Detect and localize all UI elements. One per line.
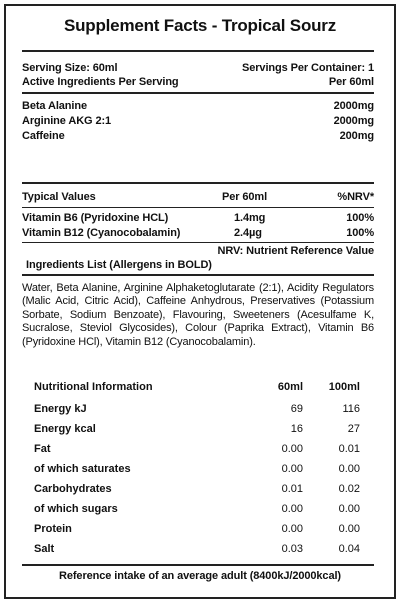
active-name: Beta Alanine [22,100,88,112]
active-ingredients-label: Active Ingredients Per Serving [22,76,179,88]
typical-per-heading: Per 60ml [222,191,268,203]
nutrient-name: Fat [34,443,51,455]
serving-size: Serving Size: 60ml [22,62,118,74]
nutrient-60ml: 16 [290,423,303,435]
divider [22,182,374,184]
nutrition-row [34,403,362,415]
servings-per-container: Servings Per Container: 1 [242,62,374,74]
nutrient-name: Energy kcal [34,423,96,435]
divider [22,50,374,52]
active-amount: 200mg [339,130,374,142]
divider [22,242,374,243]
nutrient-100ml: 27 [347,423,360,435]
nutrient-name: Energy kJ [34,403,87,415]
nutrient-100ml: 0.00 [338,503,360,515]
vitamin-nrv: 100% [346,212,374,224]
nutrition-row [34,483,362,495]
active-name: Arginine AKG 2:1 [22,115,112,127]
nutrient-100ml: 116 [342,403,360,415]
divider [22,92,374,94]
nrv-note: NRV: Nutrient Reference Value [217,245,374,257]
active-amount: 2000mg [333,100,374,112]
nutrient-60ml: 0.00 [281,443,303,455]
per-serving-label: Per 60ml [328,76,374,88]
nutrient-name: Salt [34,543,55,555]
vitamin-amount: 2.4µg [234,227,262,239]
active-ingredients-header [22,76,374,88]
nutrient-100ml: 0.04 [338,543,360,555]
vitamin-name: Vitamin B6 (Pyridoxine HCL) [22,212,169,224]
divider [22,274,374,276]
serving-row [22,62,374,74]
nutrition-row [34,463,362,475]
nutrient-name: Protein [34,523,72,535]
active-amount: 2000mg [333,115,374,127]
nutrient-name: of which sugars [34,503,118,515]
nutrient-100ml: 0.00 [338,463,360,475]
nutrition-heading: Nutritional Information [34,381,153,393]
ingredients-text: Water, Beta Alanine, Arginine Alphaketoglutarate (2:1), Acidity Regulators (Malic Acid, Citric Acid), Caffeine Anhydrous, Preservatives (Potassium Sorbate, Sodium Benzoate), Flavouring, Sweeteners (Acesulfame K, Sucralose, Steviol Glycosides), Colour (Paprika Extract), Vitamin B6 (Pyridoxine HCl), Vitamin B12 (Cyanocobalamin). [22,282,374,348]
nutrient-60ml: 0.00 [281,523,303,535]
nutrient-100ml: 0.00 [338,523,360,535]
vitamin-nrv: 100% [346,227,374,239]
nutrient-100ml: 0.01 [338,443,360,455]
nutrient-name: Carbohydrates [34,483,112,495]
nutrient-name: of which saturates [34,463,131,475]
nutrition-row [34,543,362,555]
nutrition-row [34,443,362,455]
typical-nrv-heading: %NRV* [337,191,374,203]
nutrient-60ml: 0.01 [281,483,303,495]
nutrition-header [34,381,362,393]
ingredients-heading: Ingredients List (Allergens in BOLD) [26,259,212,271]
nutrient-100ml: 0.02 [338,483,360,495]
nutrient-60ml: 0.00 [281,463,303,475]
nutrition-row [34,423,362,435]
nutrition-col-100ml: 100ml [328,381,360,393]
nutrition-col-60ml: 60ml [277,381,303,393]
divider [22,564,374,566]
vitamin-name: Vitamin B12 (Cyanocobalamin) [22,227,181,239]
divider [22,207,374,208]
active-name: Caffeine [22,130,65,142]
typical-values-heading: Typical Values [22,191,96,203]
label-title: Supplement Facts - Tropical Sourz [63,16,337,35]
nutrient-60ml: 0.00 [281,503,303,515]
reference-intake-note: Reference intake of an average adult (8400kJ/2000kcal) [59,570,341,582]
vitamin-amount: 1.4mg [234,212,266,224]
nutrition-row [34,503,362,515]
nutrient-60ml: 69 [290,403,303,415]
nutrition-row [34,523,362,535]
nutrient-60ml: 0.03 [281,543,303,555]
